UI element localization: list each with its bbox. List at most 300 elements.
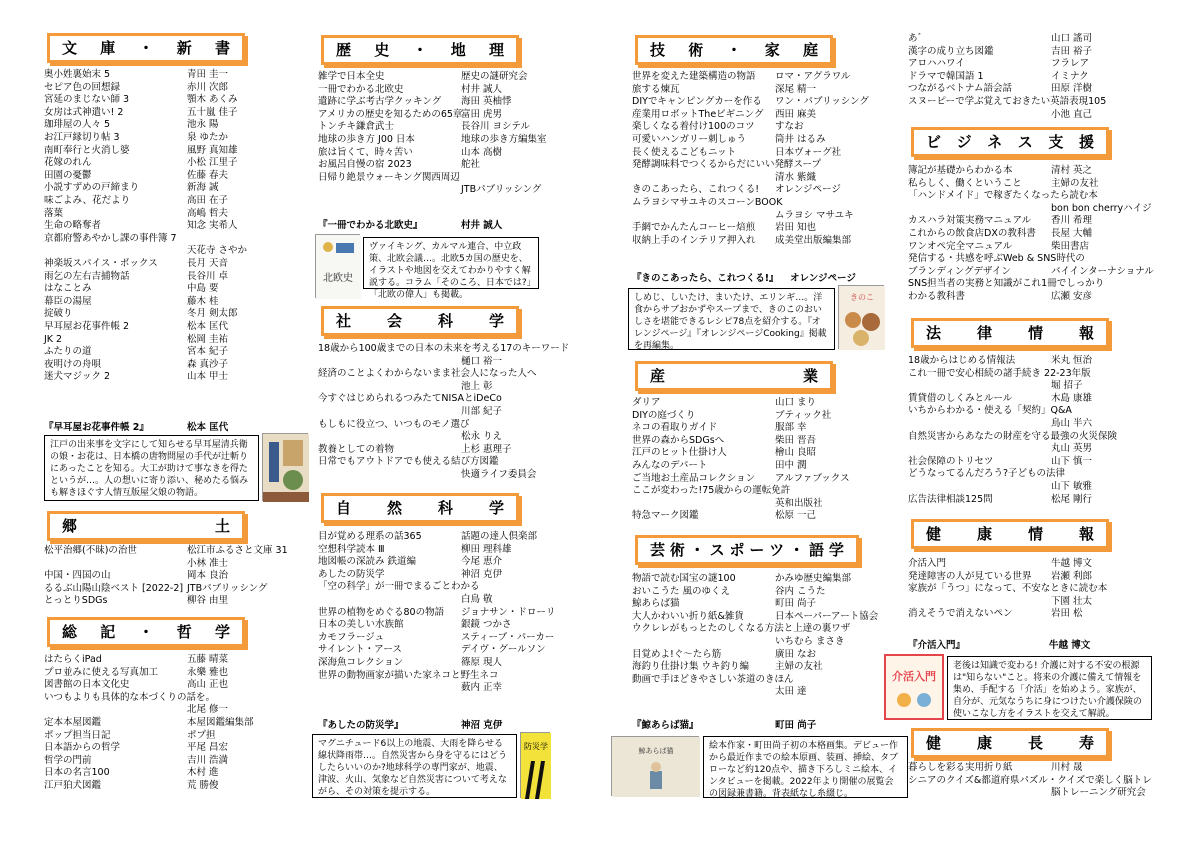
book-author: 吉川 浩満: [187, 754, 229, 766]
book-author: デイヴ・グールソン: [461, 644, 546, 656]
book-entry: [318, 644, 548, 657]
heading-char: 庭: [802, 40, 818, 59]
book-author: 天花寺 さやか: [187, 245, 248, 257]
book-entry: [908, 405, 1138, 418]
book-title: 日帰り絶景ウォーキング関西周辺: [318, 171, 460, 183]
book-author: ワン・パブリッシング: [775, 96, 869, 108]
book-entry: [44, 308, 274, 321]
book-title: 奥小姓裏始末 5: [44, 69, 111, 80]
heading-char: 産: [650, 366, 666, 385]
heading-char: 法: [926, 323, 942, 342]
book-entry: [632, 610, 879, 624]
book-title: 日本の美しい水族館: [318, 619, 404, 631]
book-entry: [318, 657, 548, 670]
feature-description: 江戸の出来事を文字にして知らせる早耳屋清兵衛の娘・お花は、日本橋の唐物問屋の手代が辻斬りにあったことを知る。大工が助けて事なきを得たというが…。人の想いに寄り添い、秘めたる悩みも解きほぐす人情互版屋父娘の物語。: [44, 435, 259, 501]
book-entry: [632, 96, 869, 109]
book-author: 銀鏡 つかさ: [461, 619, 512, 631]
book-entry: [44, 107, 274, 120]
book-title: 定本本屋図鑑: [44, 717, 102, 728]
book-entry: [908, 583, 1138, 596]
book-title: ポップ担当日記: [44, 729, 111, 741]
book-title: 自然災害からあなたの財産を守る最強の火災保険: [908, 430, 1118, 442]
book-title: 大人かわいい折り紙&雑貨: [632, 610, 744, 622]
book-author: 松岡 圭祐: [187, 333, 229, 345]
heading-char: 術: [688, 40, 704, 59]
book-title: 目が覚める理系の話365: [318, 531, 422, 542]
book-author: ロマ・アグラワル: [775, 71, 851, 82]
book-author: 牛越 博文: [1051, 558, 1093, 569]
book-author: 樋口 裕一: [461, 355, 503, 367]
book-entry: [318, 444, 548, 457]
heading-char: 業: [802, 366, 818, 385]
book-title: 世界の植物をめぐる80の物語: [318, 606, 445, 618]
book-entry: [44, 258, 274, 271]
book-entry: [44, 595, 274, 608]
book-entry: [632, 109, 862, 122]
book-title: 日本の名言100: [44, 767, 110, 779]
book-entry: [908, 190, 1138, 203]
heading-char: 地: [450, 40, 466, 59]
book-entry: [44, 170, 274, 183]
book-entry: [318, 356, 548, 369]
book-entry: [632, 121, 862, 134]
book-title: きのこあったら、これつくる!: [632, 184, 760, 196]
book-author: 筒井 はるみ: [775, 134, 826, 145]
book-title: 地球の歩き方 J00 日本: [318, 134, 415, 145]
book-author: 池永 陽: [187, 119, 219, 131]
book-title: 花嫁のれん: [44, 157, 92, 169]
book-title: 旅は旨くて、時々苦い: [318, 146, 413, 158]
heading-gijutsu-katei: [635, 35, 833, 65]
book-entry: [632, 636, 862, 649]
book-entry: [44, 755, 274, 768]
book-author: 泉 ゆたか: [187, 132, 229, 143]
book-entry: [908, 393, 1138, 406]
book-title: SNS担当者の実務と知識がこれ1冊でしっかり: [908, 278, 1105, 290]
feature-title: 『あしたの防災学』: [318, 720, 404, 731]
feature-description: 老後は知識で変わる! 介護に対する不安の根源は"知らない"こと。将来の介護に備えて情報を集め、手配する「介活」を始めよう。家族が、自分が、元気なうちに身につけたい介護保険の使いこなし方をイラストを交えて解説。: [947, 656, 1152, 720]
book-title: あ゛: [908, 33, 928, 44]
book-title: おいこうた 風のゆくえ: [632, 585, 731, 597]
book-entry: [44, 767, 274, 780]
book-cover-image: [884, 654, 944, 720]
book-entry: [632, 422, 862, 435]
book-entry: [908, 241, 1138, 254]
book-author: 英和出版社: [775, 497, 823, 509]
book-cover-image: [611, 736, 699, 796]
book-author: フラレア: [1051, 58, 1090, 70]
book-entry: [44, 704, 274, 717]
heading-horitsu: [911, 318, 1109, 348]
book-title: 夜明けの舟唄: [44, 358, 102, 370]
book-title: 深海魚コレクション: [318, 657, 404, 668]
heading-char: 術: [669, 540, 685, 559]
book-entry: [908, 265, 1154, 279]
book-title: みんなのデパート: [632, 460, 708, 471]
book-title: どうなってるんだろう?子どもの法律: [908, 468, 1066, 480]
book-entry: [632, 410, 862, 423]
book-entry: [44, 780, 274, 793]
book-title: 発信する・共感を呼ぶWeb & SNS時代の: [908, 253, 1085, 265]
book-author: 堀 招子: [1051, 380, 1083, 392]
book-entry: [908, 96, 1138, 109]
book-title: これ一冊で安心相続の諸手続き 22-23年版: [908, 367, 1091, 379]
book-title: シニアのクイズ&都道府県パズル・クイズで楽しく脳トレ: [908, 774, 1152, 786]
book-entry: [318, 381, 548, 394]
heading-sangyo: [635, 361, 833, 391]
book-title: JK 2: [44, 333, 63, 345]
heading-char: ポ: [729, 540, 745, 559]
book-entry: [44, 359, 274, 372]
heading-char: ・: [412, 40, 428, 59]
book-entry: [318, 71, 548, 84]
book-title: もしもに役立つ、いつものモノ選び: [318, 418, 470, 430]
book-entry: [318, 134, 548, 147]
book-entry: [908, 355, 1138, 368]
book-entry: [318, 109, 548, 122]
heading-char: 庫: [100, 38, 116, 57]
feature-author: 牛越 博文: [1049, 640, 1091, 651]
book-title: 旅する煉瓦: [632, 83, 680, 95]
book-entry: [632, 84, 862, 97]
book-title: 目覚めよ!ぐ〜たら筋: [632, 648, 722, 660]
book-author: 顎木 あくみ: [187, 94, 238, 106]
book-title: 江戸のヒット仕掛け人: [632, 447, 727, 459]
book-title: 家族が「うつ」になって、不安なときに読む本: [908, 583, 1108, 595]
book-entry: [632, 447, 862, 460]
heading-char: 健: [926, 733, 942, 752]
book-author: 舵社: [461, 159, 481, 171]
book-author: 神沼 克伊: [461, 568, 503, 580]
book-title: 消えそうで消えないペン: [908, 608, 1013, 620]
book-title: 介活入門: [908, 558, 947, 569]
book-title: 田園の憂鬱: [44, 169, 92, 181]
book-entry: [318, 670, 548, 683]
heading-char: 歴: [336, 40, 352, 59]
book-author: 快適ライフ委員会: [461, 469, 537, 480]
book-entry: [318, 184, 548, 197]
book-author: 岩田 知也: [775, 222, 817, 234]
book-entry: [908, 291, 1138, 304]
book-cover-image: [315, 234, 360, 298]
book-author: 北尾 修一: [187, 704, 229, 716]
book-author: ムラヨシ マサユキ: [775, 209, 854, 221]
book-title: 迷犬マジック 2: [44, 371, 111, 383]
book-entry: [908, 202, 1152, 216]
book-title: 暮らしを彩る実用折り紙: [908, 762, 1013, 773]
book-entry: [908, 71, 1138, 84]
book-entry: [44, 545, 288, 558]
book-author: 山下 慎一: [1051, 455, 1093, 467]
book-title: 社会保障のトリセツ: [908, 455, 994, 467]
book-cover-image: [520, 732, 550, 798]
book-author: 谷内 こうた: [775, 585, 826, 597]
heading-char: 援: [1078, 132, 1094, 151]
book-title: サイレント・アース: [318, 644, 402, 656]
book-author: 長屋 大輔: [1051, 228, 1093, 239]
book-author: 佐藤 春夫: [187, 169, 229, 181]
heading-char: 学: [214, 622, 230, 641]
book-title: 動画で手ほどきやさしい茶道のきほん: [632, 673, 794, 685]
heading-char: 報: [1078, 524, 1094, 543]
book-entry: [318, 121, 548, 134]
heading-soki-tetsugaku: [47, 617, 245, 647]
book-entry: [44, 679, 274, 692]
book-author: すなお: [775, 121, 804, 133]
book-author: かみゆ歴史編集部: [775, 573, 852, 584]
book-entry: [44, 296, 274, 309]
book-author: 高田 在子: [187, 195, 229, 206]
book-title: るるぶ山陽山陰ベスト [2022-2]: [44, 582, 184, 594]
book-entry: [318, 84, 548, 97]
book-title: 日常でもアウトドアでも使える結び方図鑑: [318, 456, 499, 468]
feature-title: 『鯨あらば猫』: [632, 720, 699, 731]
book-title: 「空の科学」が一冊でまるごとわかる: [318, 581, 480, 593]
book-entry: [908, 278, 1138, 291]
book-author: 日本ヴォーグ社: [775, 146, 842, 158]
book-author: 柴田書店: [1051, 240, 1090, 252]
book-author: 長月 天音: [187, 258, 229, 269]
book-author: 薮内 正幸: [461, 682, 503, 694]
book-entry: [632, 134, 862, 147]
book-author: いちむら まさき: [775, 636, 845, 647]
book-entry: [632, 498, 862, 511]
book-entry: [632, 184, 862, 197]
book-entry: [318, 531, 548, 544]
heading-char: 康: [976, 524, 992, 543]
book-title: プロ並みに使える写真加工: [44, 666, 159, 678]
book-author: 松原 一己: [775, 510, 817, 522]
book-entry: [318, 96, 548, 109]
book-title: これからの飲食店DXの教科書: [908, 228, 1036, 239]
heading-kenko-joho: [911, 519, 1109, 549]
heading-char: 寿: [1078, 733, 1094, 752]
book-entry: [318, 469, 548, 482]
heading-char: 文: [62, 38, 78, 57]
heading-geijutsu: [635, 535, 859, 565]
book-entry: [318, 556, 548, 569]
book-author: 池上 彰: [461, 380, 493, 392]
heading-char: ス: [709, 540, 725, 559]
book-title: 神楽坂スパイス・ボックス: [44, 258, 158, 269]
heading-kenko-choju: [911, 728, 1109, 758]
book-entry: [908, 468, 1138, 481]
heading-char: ツ: [769, 540, 785, 559]
book-title: 可愛いハンガリー刺しゅう: [632, 134, 747, 145]
heading-char: 長: [1027, 733, 1043, 752]
book-author: 吉田 裕子: [1051, 45, 1093, 57]
book-title: 日本語からの哲学: [44, 742, 121, 754]
book-author: 川村 晟: [1051, 762, 1083, 773]
book-author: 五藤 晴菜: [187, 654, 229, 665]
book-author: 高山 正也: [187, 679, 229, 691]
heading-char: 語: [809, 540, 825, 559]
book-entry: [632, 397, 862, 410]
book-title: アメリカの歴史を知るための65章: [318, 108, 463, 120]
cover-title: 介活入門: [892, 670, 936, 683]
book-title: ここが変わった!75歳からの運転免許: [632, 485, 791, 497]
book-entry: [908, 253, 1138, 266]
heading-char: 律: [976, 323, 992, 342]
book-entry: [908, 608, 1138, 621]
book-author: 成美堂出版編集部: [775, 234, 852, 246]
heading-char: 情: [1027, 323, 1043, 342]
book-title: ドラマで韓国語 1: [908, 70, 984, 82]
book-author: 篠原 現人: [461, 657, 503, 668]
book-author: 地球の歩き方編集室: [461, 134, 547, 145]
book-title: 落葉: [44, 207, 64, 219]
book-author: 平尾 昌宏: [187, 742, 229, 754]
book-entry: [44, 283, 274, 296]
book-entry: [318, 544, 548, 557]
book-title: はたらくiPad: [44, 654, 102, 665]
book-entry: [908, 481, 1138, 494]
heading-char: ネ: [987, 132, 1003, 151]
book-author: 松尾 剛行: [1051, 493, 1093, 505]
book-title: 特急マーク図鑑: [632, 510, 699, 522]
book-author: JTBパブリッシング: [461, 184, 542, 196]
book-author: 岩田 松: [1051, 608, 1083, 620]
book-author: 木村 進: [187, 767, 219, 779]
book-author: スティーブ・パーカー: [461, 631, 555, 643]
book-title: いつもよりも具体的な本づくりの話を。: [44, 691, 216, 703]
book-entry: [44, 654, 274, 667]
book-entry: [632, 686, 862, 699]
heading-char: 科: [437, 498, 453, 517]
book-title: 教養としての着物: [318, 443, 395, 455]
book-title: ご当地お土産品コレクション: [632, 472, 756, 484]
book-entry: [44, 692, 274, 705]
book-entry: [318, 419, 548, 432]
book-title: トンチキ鎌倉武士: [318, 121, 395, 133]
heading-char: ・: [138, 622, 154, 641]
book-entry: [908, 418, 1138, 431]
heading-char: 技: [650, 40, 666, 59]
book-entry: [44, 730, 274, 743]
book-author: 主婦の友社: [1051, 177, 1099, 189]
cover-title: きのこ: [850, 293, 874, 302]
book-entry: [44, 321, 274, 334]
feature-title: 『一冊でわかる北欧史』: [318, 220, 423, 231]
book-title: 哲学の門前: [44, 754, 92, 766]
book-entry: [44, 583, 274, 596]
book-author: 海田 英柚悸: [461, 96, 512, 108]
book-title: はなことみ: [44, 283, 92, 295]
book-title: 経済のことよくわからないまま社会人になった人へ: [318, 368, 537, 380]
book-author: オレンジページ: [775, 184, 841, 196]
book-entry: [632, 623, 862, 636]
book-author: イミナク: [1051, 70, 1089, 82]
book-title: 賃貸借のしくみとルール: [908, 392, 1013, 404]
book-entry: [318, 406, 548, 419]
book-title: 雑学で日本全史: [318, 71, 385, 82]
book-author: 柳谷 由里: [187, 595, 229, 607]
heading-char: 記: [100, 622, 116, 641]
book-entry: [44, 157, 274, 170]
book-author: 脳トレーニング研究会: [1051, 787, 1146, 799]
book-entry: [318, 581, 548, 594]
book-title: 珈琲屋の人々 5: [44, 119, 111, 131]
book-title: 図書館の日本文化史: [44, 679, 130, 691]
book-author: 五十嵐 佳子: [187, 106, 238, 118]
book-title: 南町奉行と火消し婆: [44, 144, 130, 156]
book-title: 今すぐはじめられるつみたてNISAとiDeCo: [318, 393, 502, 405]
book-title: 鯨あらば猫: [632, 598, 680, 610]
feature-description: しめじ、しいたけ、まいたけ、エリンギ…。洋食からサブおかずやスープまで、きのこのおいしさを堪能できるレシピ78点を紹介する。『オレンジページ』『オレンジページCooking』掲載を再編集。: [628, 288, 835, 350]
book-author: 高嶋 哲夫: [187, 207, 229, 219]
book-entry: [632, 222, 862, 235]
book-author: 山本 高樹: [461, 146, 503, 158]
book-title: 物語で読む国宝の謎100: [632, 573, 736, 584]
book-author: 山口 謠司: [1051, 33, 1093, 44]
heading-char: ジ: [956, 132, 972, 151]
book-entry: [318, 456, 548, 469]
book-author: 清水 紫織: [775, 171, 817, 183]
book-title: 中国・四国の山: [44, 570, 111, 582]
book-title: カスハラ対策実務マニュアル: [908, 215, 1032, 227]
book-title: ふたりの道: [44, 346, 92, 358]
feature-author: 町田 尚子: [775, 720, 817, 731]
feature-title: 『介活入門』: [908, 640, 966, 651]
book-title: 長く使えるこどもニット: [632, 146, 737, 158]
book-entry: [908, 596, 1138, 609]
book-entry: [908, 494, 1138, 507]
book-author: 山下 敏雅: [1051, 481, 1093, 492]
heading-rekishi-chiri: [321, 35, 519, 65]
heading-kyodo: [47, 511, 245, 541]
heading-char: ・: [726, 40, 742, 59]
book-author: 清村 英之: [1051, 165, 1093, 176]
book-entry: [44, 558, 274, 571]
book-author: 今尾 恵介: [461, 556, 503, 568]
heading-char: 然: [386, 498, 402, 517]
book-title: お江戸縁切り帖 3: [44, 132, 120, 143]
book-entry: [632, 210, 862, 223]
book-title: 手網でかんたんコーヒー焙煎: [632, 222, 756, 234]
book-entry: [632, 473, 862, 486]
heading-char: 会: [386, 311, 402, 330]
book-title: 楽しくなる着付け100のコツ: [632, 121, 755, 133]
book-entry: [908, 787, 1146, 800]
heading-business: [911, 127, 1109, 157]
heading-char: 家: [764, 40, 780, 59]
book-title: 宮延のまじない師 3: [44, 94, 130, 106]
book-title: 海釣り仕掛け集 ウキ釣り編: [632, 661, 750, 673]
heading-char: 科: [437, 311, 453, 330]
feature-title: 『早耳屋お花事件帳 2』: [44, 422, 149, 433]
heading-char: ビ: [926, 132, 942, 151]
book-entry: [44, 245, 274, 258]
book-title: わかる教科書: [908, 291, 966, 302]
book-entry: [908, 165, 1138, 178]
book-title: DIYの庭づくり: [632, 409, 696, 421]
book-entry: [318, 147, 548, 160]
book-title: 産業用ロボットTheビギニング: [632, 108, 764, 120]
book-author: 太田 達: [775, 686, 807, 698]
book-author: 村井 誠人: [461, 83, 503, 95]
heading-char: 総: [62, 622, 78, 641]
book-title: とっとりSDGs: [44, 595, 108, 607]
book-entry: [908, 443, 1138, 456]
book-title: 発達障害の人が見ている世界: [908, 570, 1032, 582]
book-title: 簿記が基礎からわかる本: [908, 165, 1013, 176]
book-title: 収納上手のインテリア押入れ: [632, 234, 756, 246]
feature-description: マグニチュード6以上の地震、大雨を降らせる線状降雨帯…。自然災害から身を守るにはどうしたらいいのか?地球科学の専門家が、地震、津波、火山、気象など自然災害について考えながら、その対策を提示する。: [312, 734, 517, 798]
book-entry: [908, 33, 1138, 46]
book-title: 広告法律相談125問: [908, 493, 993, 505]
book-entry: [44, 233, 274, 246]
book-author: 山本 甲士: [187, 371, 229, 383]
